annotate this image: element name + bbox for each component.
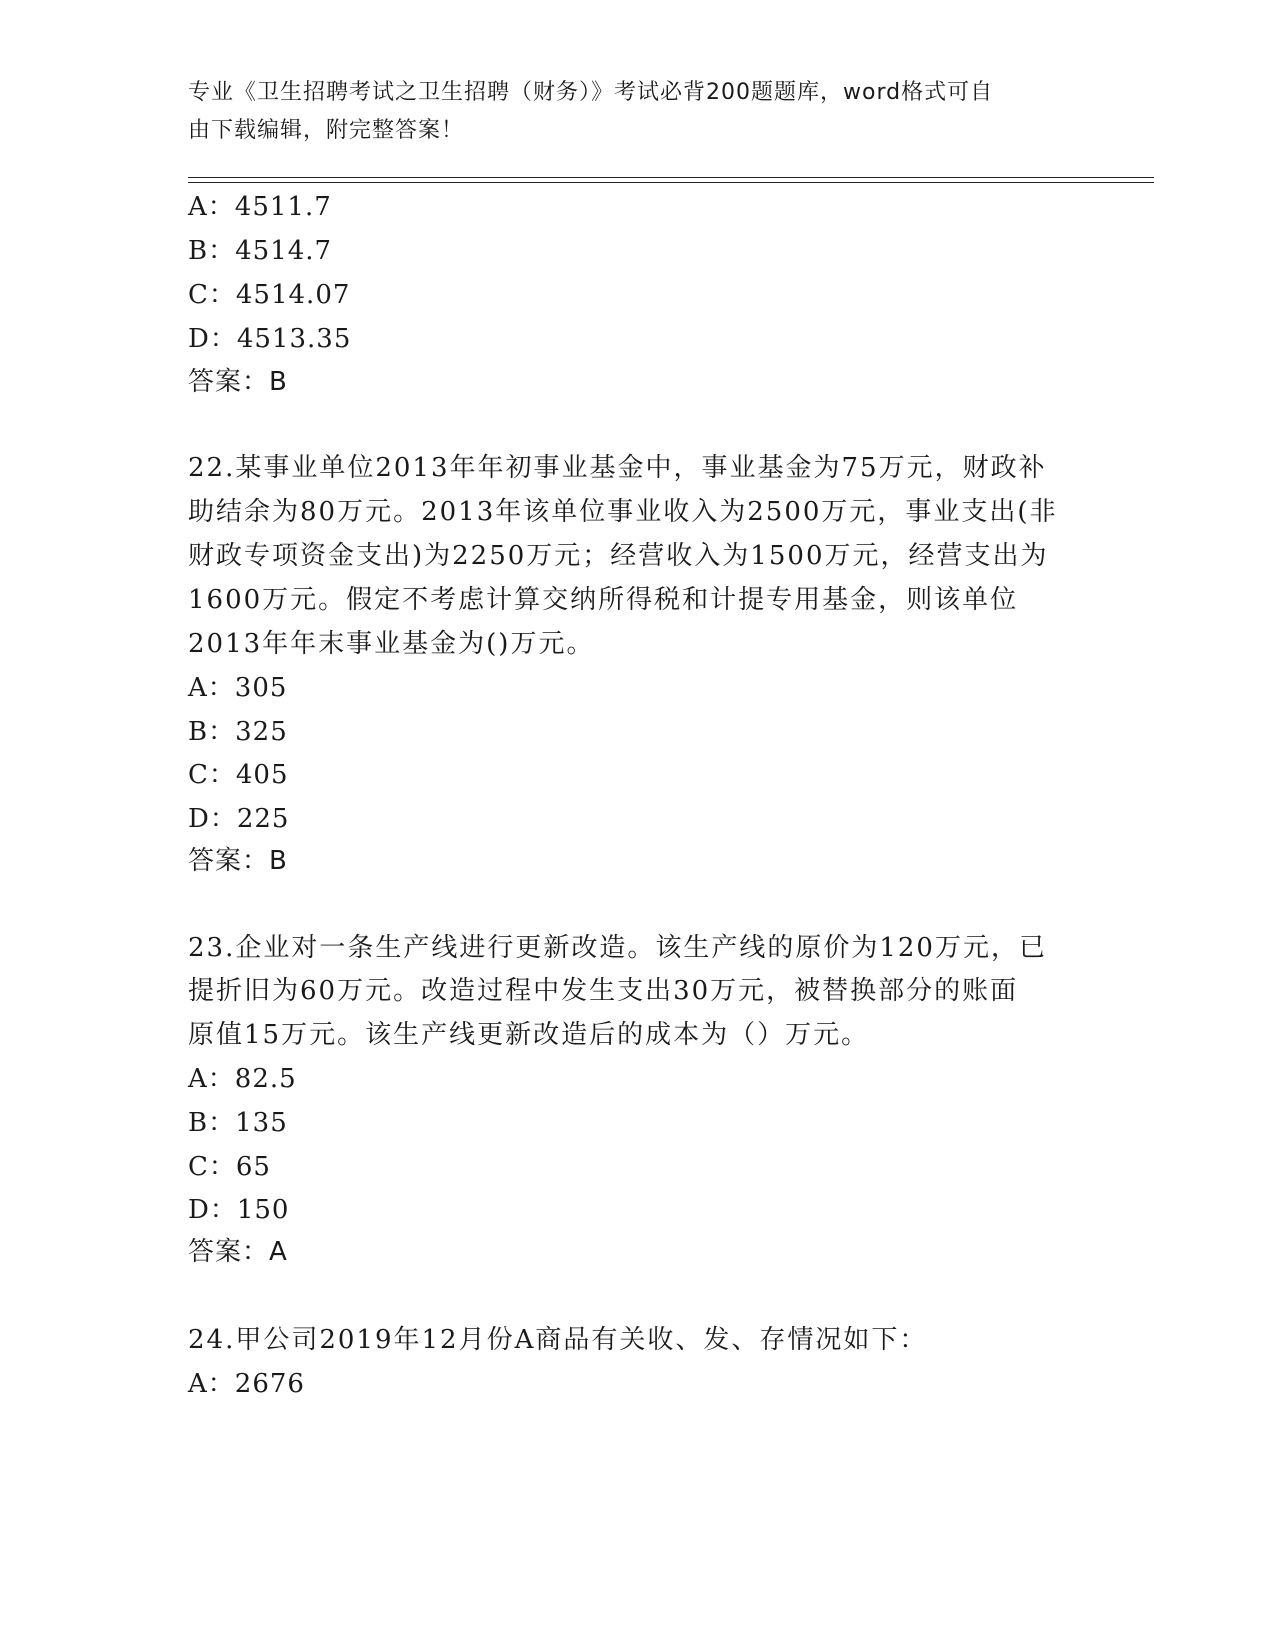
q21-option-a: A：4511.7 bbox=[188, 192, 332, 222]
q24-text-line-1: 24.甲公司2019年12月份A商品有关收、发、存情况如下： bbox=[188, 1325, 928, 1355]
q22-option-b: B：325 bbox=[188, 717, 288, 747]
header-divider-bottom bbox=[188, 182, 1154, 183]
q23-option-c: C：65 bbox=[188, 1152, 271, 1182]
header-line-2: 由下载编辑，附完整答案！ bbox=[188, 118, 465, 143]
q22-text-line-2: 助结余为80万元。2013年该单位事业收入为2500万元，事业支出(非 bbox=[188, 497, 1058, 527]
q21-option-b: B：4514.7 bbox=[188, 236, 333, 266]
q22-text-line-4: 1600万元。假定不考虑计算交纳所得税和计提专用基金，则该单位 bbox=[188, 585, 1019, 615]
q22-text-line-5: 2013年年末事业基金为()万元。 bbox=[188, 629, 595, 659]
q23-option-a: A：82.5 bbox=[188, 1064, 297, 1094]
q23-option-d: D：150 bbox=[188, 1195, 290, 1225]
q21-option-d: D：4513.35 bbox=[188, 324, 352, 354]
q21-answer: 答案：B bbox=[188, 367, 288, 397]
q23-text-line-1: 23.企业对一条生产线进行更新改造。该生产线的原价为120万元，已 bbox=[188, 933, 1047, 963]
q21-option-c: C：4514.07 bbox=[188, 280, 351, 310]
header-line-1: 专业《卫生招聘考试之卫生招聘（财务）》考试必背200题题库，word格式可自 bbox=[188, 80, 994, 105]
q22-text-line-3: 财政专项资金支出)为2250万元；经营收入为1500万元，经营支出为 bbox=[188, 541, 1049, 571]
q23-text-line-3: 原值15万元。该生产线更新改造后的成本为（）万元。 bbox=[188, 1020, 870, 1050]
q22-option-a: A：305 bbox=[188, 673, 288, 703]
q22-answer: 答案：B bbox=[188, 846, 288, 876]
header-divider-top bbox=[188, 177, 1154, 178]
q23-text-line-2: 提折旧为60万元。改造过程中发生支出30万元，被替换部分的账面 bbox=[188, 976, 1019, 1006]
q24-option-a: A：2676 bbox=[188, 1369, 305, 1399]
q23-option-b: B：135 bbox=[188, 1108, 288, 1138]
q23-answer: 答案：A bbox=[188, 1237, 288, 1267]
q22-option-c: C：405 bbox=[188, 760, 289, 790]
q22-option-d: D：225 bbox=[188, 804, 290, 834]
q22-text-line-1: 22.某事业单位2013年年初事业基金中，事业基金为75万元，财政补 bbox=[188, 453, 1047, 483]
document-header bbox=[188, 74, 1068, 150]
